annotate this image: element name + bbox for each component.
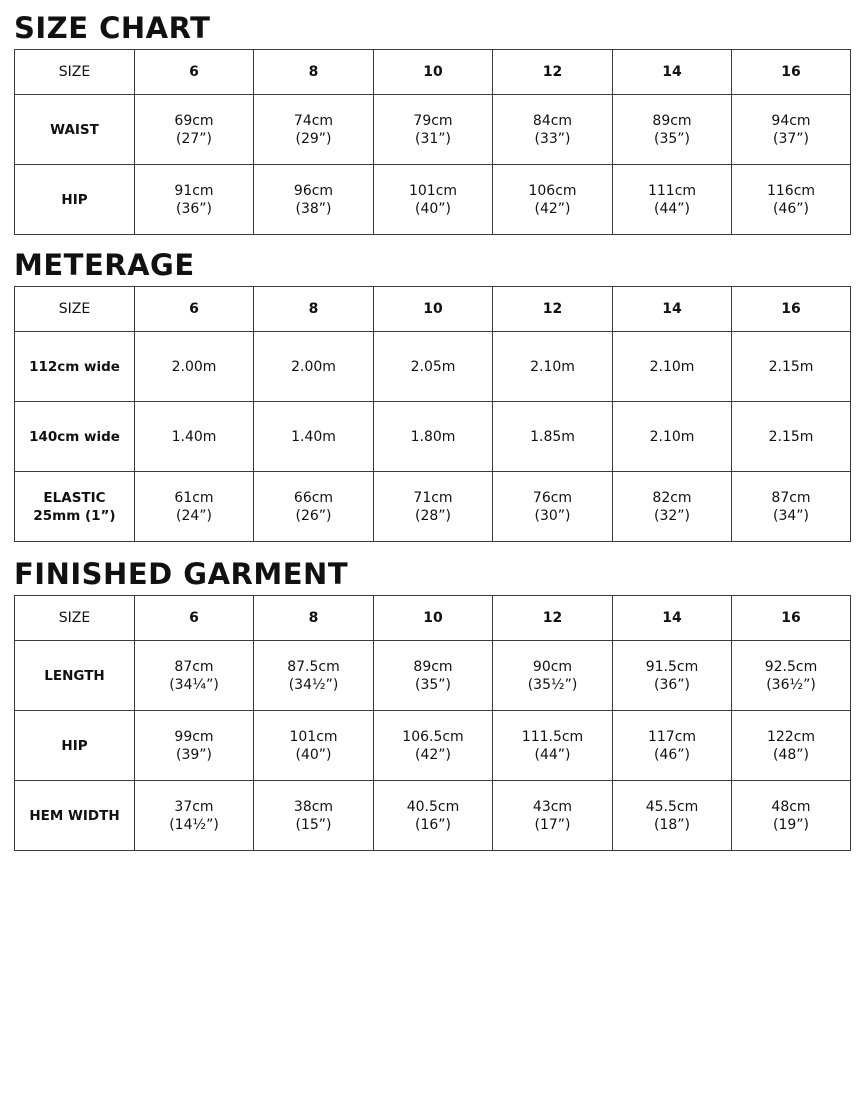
meterage-table [14,286,851,542]
table-row [15,641,851,711]
table-cell [493,95,613,165]
cell-imperial: (14½”) [169,816,219,833]
table-cell [374,332,493,402]
size-column-header: 12 [493,50,613,95]
table-cell [613,472,732,542]
cell-imperial: (40”) [295,746,332,763]
cell-imperial: (46”) [773,200,809,217]
cell-imperial: (44”) [534,746,571,763]
cell-imperial: (24”) [176,507,212,524]
cell-metric: 111.5cm [521,728,584,745]
row-label [15,781,135,851]
cell-metric: 92.5cm [764,658,818,675]
cell-metric: 61cm [174,489,214,506]
cell-metric: 69cm [174,112,214,129]
table-cell [135,711,254,781]
table-cell [135,95,254,165]
size-column-header: 12 [493,596,613,641]
table-cell [374,472,493,542]
cell-imperial: (17”) [534,816,571,833]
size-column-header: 16 [732,287,851,332]
row-label-text: 140cm wide [29,428,120,445]
cell-metric: 94cm [771,112,811,129]
table-cell [374,402,493,472]
cell-metric: 111cm [647,182,697,199]
cell-metric: 96cm [293,182,334,199]
cell-imperial: (42”) [534,200,571,217]
size-column-header: 10 [374,287,493,332]
cell-metric: 1.40m [171,428,217,445]
size-chart-title: SIZE CHART [14,11,211,45]
header-row [15,50,851,95]
cell-metric: 89cm [652,112,692,129]
cell-metric: 76cm [532,489,573,506]
table-cell [254,781,374,851]
table-cell [613,165,732,235]
size-header: SIZE [15,287,135,332]
row-label-text: HIP [61,191,88,208]
cell-metric: 106.5cm [402,728,464,745]
cell-metric: 87.5cm [287,658,340,675]
cell-metric: 91cm [174,182,214,199]
row-label-text: WAIST [50,121,99,138]
table-row [15,472,851,542]
table-cell [135,332,254,402]
row-label-text: HEM WIDTH [29,807,120,824]
table-row [15,165,851,235]
size-header: SIZE [15,50,135,95]
table-cell [732,165,851,235]
table-cell [732,641,851,711]
size-column-header: 10 [374,50,493,95]
row-label [15,332,135,402]
cell-metric: 38cm [293,798,334,815]
size-column-header: 6 [135,596,254,641]
table-cell [135,781,254,851]
cell-metric: 79cm [413,112,453,129]
table-cell [254,332,374,402]
cell-imperial: (39”) [176,746,212,763]
cell-metric: 1.80m [410,428,456,445]
cell-imperial: (27”) [176,130,212,147]
cell-metric: 48cm [771,798,811,815]
table-cell [254,165,374,235]
table-cell [613,711,732,781]
cell-metric: 2.00m [291,358,336,375]
cell-metric: 106cm [528,182,577,199]
cell-metric: 2.00m [171,358,217,375]
cell-imperial: (35½”) [527,676,578,693]
row-label [15,165,135,235]
row-label [15,402,135,472]
size-column-header: 8 [254,287,374,332]
cell-metric: 2.10m [530,358,575,375]
row-label [15,641,135,711]
cell-metric: 66cm [293,489,334,506]
table-cell [374,165,493,235]
cell-metric: 89cm [413,658,453,675]
size-column-header: 6 [135,50,254,95]
table-cell [374,641,493,711]
cell-metric: 87cm [174,658,214,675]
table-row [15,711,851,781]
cell-imperial: (29”) [295,130,332,147]
table-row [15,402,851,472]
cell-metric: 2.10m [649,428,695,445]
table-cell [254,472,374,542]
cell-metric: 45.5cm [645,798,699,815]
cell-imperial: (36”) [654,676,690,693]
cell-imperial: (38”) [295,200,332,217]
cell-metric: 2.05m [410,358,456,375]
cell-metric: 82cm [652,489,692,506]
cell-imperial: (35”) [654,130,690,147]
cell-metric: 2.10m [649,358,695,375]
cell-imperial: (15”) [295,816,332,833]
row-label-text: 112cm wide [29,358,120,375]
cell-metric: 2.15m [768,358,814,375]
table-cell [254,95,374,165]
table-cell [732,402,851,472]
table-cell [732,781,851,851]
table-cell [613,402,732,472]
cell-imperial: (36”) [176,200,212,217]
size-header: SIZE [15,596,135,641]
row-label [15,95,135,165]
cell-imperial: (18”) [654,816,690,833]
cell-metric: 101cm [289,728,338,745]
size-column-header: 16 [732,596,851,641]
size-column-header: 12 [493,287,613,332]
table-cell [135,472,254,542]
cell-imperial: (19”) [773,816,809,833]
cell-imperial: (31”) [415,130,451,147]
cell-metric: 116cm [766,182,816,199]
cell-metric: 1.85m [530,428,575,445]
table-cell [613,95,732,165]
cell-metric: 87cm [771,489,811,506]
cell-imperial: (28”) [415,507,451,524]
table-row [15,781,851,851]
table-cell [374,95,493,165]
cell-imperial: (37”) [773,130,809,147]
table-cell [254,402,374,472]
cell-metric: 90cm [532,658,573,675]
cell-metric: 74cm [293,112,334,129]
size-column-header: 8 [254,596,374,641]
table-cell [135,165,254,235]
cell-metric: 2.15m [768,428,814,445]
table-cell [613,781,732,851]
size-column-header: 14 [613,50,732,95]
cell-imperial: (35”) [415,676,451,693]
table-cell [613,641,732,711]
cell-imperial: (40”) [415,200,451,217]
cell-imperial: (30”) [534,507,571,524]
finished-garment-table [14,595,851,851]
cell-imperial: (46”) [654,746,690,763]
size-column-header: 6 [135,287,254,332]
table-cell [493,332,613,402]
table-cell [254,641,374,711]
cell-metric: 71cm [413,489,453,506]
cell-imperial: (34”) [773,507,809,524]
size-column-header: 14 [613,287,732,332]
table-cell [732,332,851,402]
cell-imperial: (34¼”) [169,676,219,693]
cell-metric: 122cm [766,728,816,745]
cell-metric: 91.5cm [645,658,699,675]
table-cell [493,641,613,711]
cell-imperial: (26”) [295,507,332,524]
cell-metric: 117cm [647,728,697,745]
finished-garment-title: FINISHED GARMENT [14,557,349,591]
size-column-header: 14 [613,596,732,641]
cell-imperial: (34½”) [288,676,339,693]
cell-metric: 99cm [174,728,214,745]
table-cell [732,472,851,542]
header-row [15,596,851,641]
table-cell [493,711,613,781]
table-cell [732,95,851,165]
cell-metric: 101cm [408,182,458,199]
table-cell [613,332,732,402]
table-cell [493,402,613,472]
table-cell [135,402,254,472]
cell-metric: 37cm [174,798,214,815]
cell-imperial: (16”) [415,816,451,833]
table-cell [493,165,613,235]
cell-metric: 84cm [532,112,573,129]
size-column-header: 8 [254,50,374,95]
header-row [15,287,851,332]
cell-metric: 1.40m [291,428,336,445]
size-column-header: 16 [732,50,851,95]
cell-imperial: (33”) [534,130,571,147]
table-cell [493,781,613,851]
table-cell [374,781,493,851]
row-label [15,711,135,781]
table-row [15,95,851,165]
table-row [15,332,851,402]
meterage-title: METERAGE [14,248,195,282]
row-label-text: HIP [61,737,88,754]
size-chart-table [14,49,851,235]
cell-imperial: (48”) [773,746,809,763]
cell-imperial: (42”) [415,746,451,763]
row-label-subtext: 25mm (1”) [33,507,116,524]
cell-imperial: (32”) [654,507,690,524]
table-cell [493,472,613,542]
cell-metric: 43cm [532,798,573,815]
row-label-text: ELASTIC [43,489,106,506]
size-column-header: 10 [374,596,493,641]
row-label [15,472,135,542]
row-label-text: LENGTH [44,667,105,684]
cell-metric: 40.5cm [406,798,460,815]
table-cell [135,641,254,711]
table-cell [254,711,374,781]
table-cell [732,711,851,781]
cell-imperial: (44”) [654,200,690,217]
table-cell [374,711,493,781]
cell-imperial: (36½”) [766,676,816,693]
